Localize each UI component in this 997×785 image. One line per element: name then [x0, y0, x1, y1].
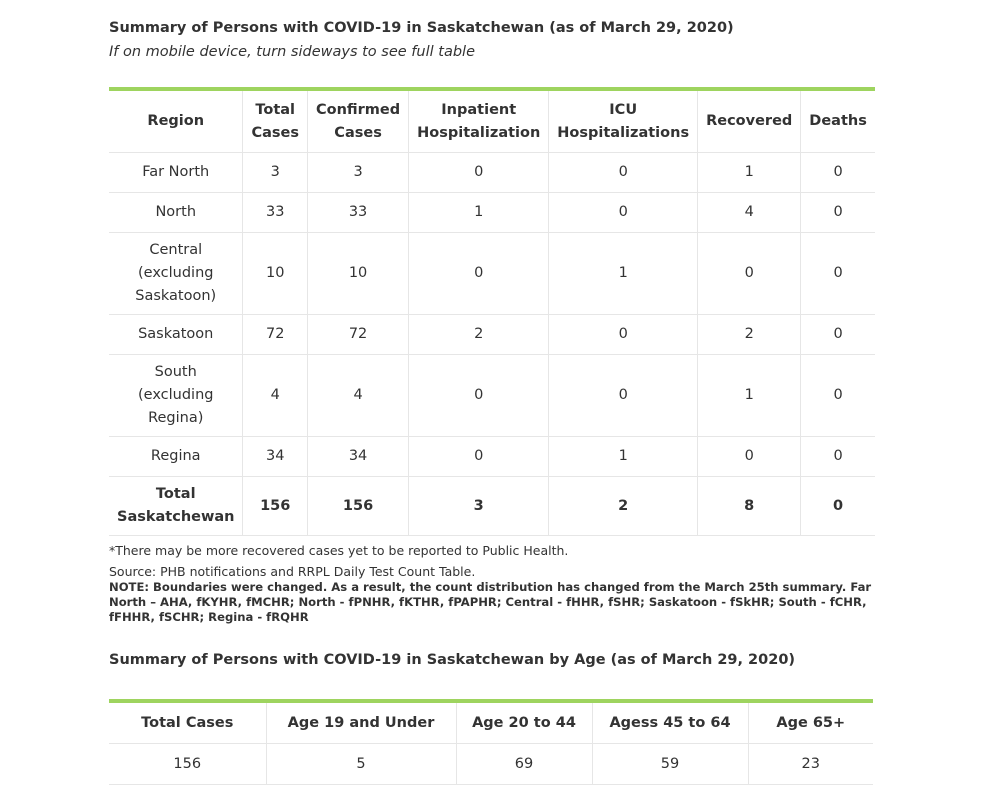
cell-total-cases: 72 [243, 315, 308, 355]
cell-age-20-44: 69 [456, 744, 592, 785]
cell-deaths: 0 [801, 153, 875, 193]
recovered-note: *There may be more recovered cases yet to be reported to Public Health. [109, 543, 569, 558]
cell-inpatient: 3 [409, 477, 549, 536]
col-header-total-cases: Total Cases [109, 701, 266, 744]
cell-region: Central (excluding Saskatoon) [109, 233, 243, 315]
cell-recovered: 4 [698, 193, 801, 233]
table-row [109, 355, 875, 437]
cell-recovered: 1 [698, 153, 801, 193]
cell-age-19-under: 5 [266, 744, 456, 785]
cell-confirmed-cases: 156 [307, 477, 408, 536]
cell-age-65-plus: 23 [748, 744, 873, 785]
table-header-row [109, 701, 873, 744]
region-summary-table [109, 87, 875, 536]
cell-age-45-64: 59 [592, 744, 748, 785]
cell-recovered: 0 [698, 233, 801, 315]
cell-region: South (excluding Regina) [109, 355, 243, 437]
col-header-deaths: Deaths [801, 89, 875, 153]
cell-region: Saskatoon [109, 315, 243, 355]
cell-inpatient: 0 [409, 437, 549, 477]
cell-deaths: 0 [801, 233, 875, 315]
cell-inpatient: 0 [409, 355, 549, 437]
cell-deaths: 0 [801, 193, 875, 233]
col-header-age-65-plus: Age 65+ [748, 701, 873, 744]
mobile-hint: If on mobile device, turn sideways to see full table [109, 44, 475, 60]
cell-icu: 0 [549, 355, 698, 437]
cell-icu: 2 [549, 477, 698, 536]
cell-total-cases: 4 [243, 355, 308, 437]
col-header-age-45-64: Agess 45 to 64 [592, 701, 748, 744]
cell-confirmed-cases: 33 [307, 193, 408, 233]
cell-total-cases: 3 [243, 153, 308, 193]
cell-icu: 0 [549, 315, 698, 355]
col-header-icu: ICU Hospitalizations [549, 89, 698, 153]
col-header-recovered: Recovered [698, 89, 801, 153]
region-summary-title: Summary of Persons with COVID-19 in Saskatchewan (as of March 29, 2020) [109, 20, 734, 36]
cell-confirmed-cases: 72 [307, 315, 408, 355]
cell-icu: 1 [549, 233, 698, 315]
table-notes [109, 543, 873, 625]
cell-total-cases: 34 [243, 437, 308, 477]
table-row [109, 437, 875, 477]
cell-deaths: 0 [801, 355, 875, 437]
cell-total-cases: 10 [243, 233, 308, 315]
cell-region: Regina [109, 437, 243, 477]
cell-recovered: 0 [698, 437, 801, 477]
col-header-age-19-under: Age 19 and Under [266, 701, 456, 744]
cell-icu: 1 [549, 437, 698, 477]
cell-icu: 0 [549, 193, 698, 233]
cell-confirmed-cases: 4 [307, 355, 408, 437]
cell-region: Far North [109, 153, 243, 193]
cell-recovered: 8 [698, 477, 801, 536]
cell-confirmed-cases: 3 [307, 153, 408, 193]
cell-total-cases: 33 [243, 193, 308, 233]
col-header-confirmed-cases: Confirmed Cases [307, 89, 408, 153]
col-header-inpatient: Inpatient Hospitalization [409, 89, 549, 153]
table-row [109, 153, 875, 193]
cell-region: Total Saskatchewan [109, 477, 243, 536]
cell-confirmed-cases: 34 [307, 437, 408, 477]
table-row [109, 744, 873, 785]
table-row [109, 233, 875, 315]
boundaries-note: NOTE: Boundaries were changed. As a result, the count distribution has changed from the March 25th summary. Far North – AHA, fKYHR, fMCHR; North - fPNHR, fKTHR, fPAPHR; Central - fHHR, fSHR; Saskatoon - fSkHR; South - fCHR, fFHHR, fSCHR; Regina - fRQHR [109, 580, 872, 624]
cell-recovered: 1 [698, 355, 801, 437]
main-content [109, 17, 873, 785]
col-header-total-cases: Total Cases [243, 89, 308, 153]
cell-total-cases: 156 [109, 744, 266, 785]
age-summary-table [109, 699, 873, 785]
cell-total-cases: 156 [243, 477, 308, 536]
col-header-region: Region [109, 89, 243, 153]
table-header-row [109, 89, 875, 153]
table-row [109, 315, 875, 355]
col-header-age-20-44: Age 20 to 44 [456, 701, 592, 744]
cell-recovered: 2 [698, 315, 801, 355]
cell-deaths: 0 [801, 437, 875, 477]
age-summary-title: Summary of Persons with COVID-19 in Saskatchewan by Age (as of March 29, 2020) [109, 652, 796, 668]
cell-icu: 0 [549, 153, 698, 193]
source-note: Source: PHB notifications and RRPL Daily Test Count Table. [109, 564, 476, 579]
cell-inpatient: 2 [409, 315, 549, 355]
cell-inpatient: 0 [409, 153, 549, 193]
cell-region: North [109, 193, 243, 233]
table-row [109, 193, 875, 233]
cell-inpatient: 0 [409, 233, 549, 315]
table-total-row [109, 477, 875, 536]
cell-deaths: 0 [801, 477, 875, 536]
cell-inpatient: 1 [409, 193, 549, 233]
cell-deaths: 0 [801, 315, 875, 355]
cell-confirmed-cases: 10 [307, 233, 408, 315]
